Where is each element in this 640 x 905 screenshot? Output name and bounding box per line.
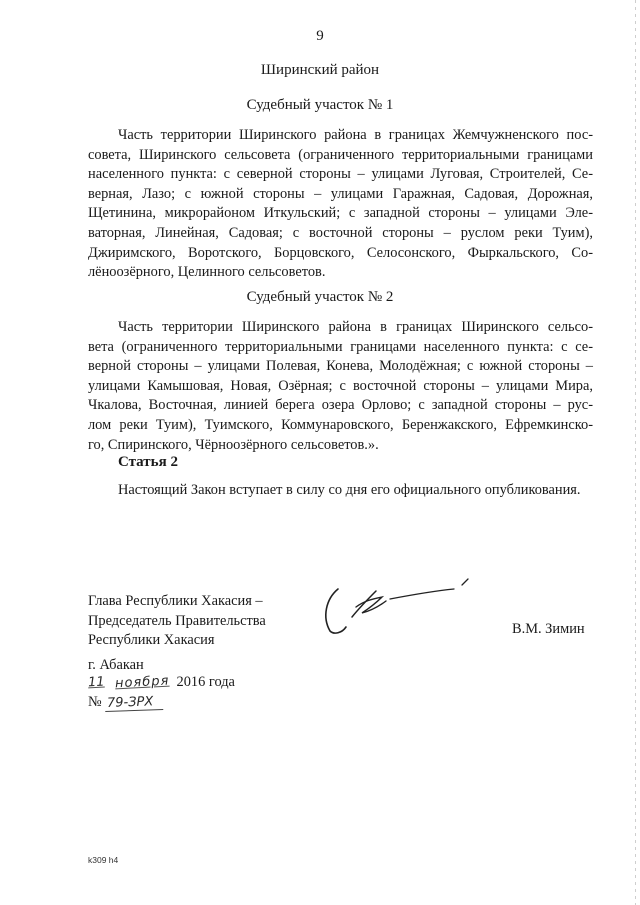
text-line: лом реки Туим), Туимского, Коммунаровского, Беренжакского, Ефремкинско- <box>88 416 593 433</box>
signing-date <box>88 674 235 696</box>
text-line: го, Спиринского, Чёрноозёрного сельсоветов.». <box>88 436 379 453</box>
text-line: улицами Камышовая, Новая, Озёрная; с восточной стороны – улицами Мира, <box>88 377 593 394</box>
footer-code: k309 h4 <box>88 855 119 865</box>
date-year: 2016 года <box>176 674 235 690</box>
number-value-handwritten: 79-ЗРХ <box>105 694 164 712</box>
section-heading-2: Судебный участок № 2 <box>246 289 394 305</box>
text-line: Джиримского, Воротского, Борцовского, Селосонского, Фыркальского, Со- <box>88 244 593 261</box>
text-line: Часть территории Ширинского района в границах Жемчужненского пос- <box>118 127 593 143</box>
position-line: Глава Республики Хакасия – <box>88 593 263 609</box>
article-text: Настоящий Закон вступает в силу со дня его официального опубликования. <box>118 482 581 498</box>
law-number <box>88 694 164 711</box>
text-line: ваторная, Линейная, Садовая; с восточной стороны – руслом реки Туим), <box>88 224 593 241</box>
article-title: Статья 2 <box>118 454 178 470</box>
position-line: Республики Хакасия <box>88 632 215 648</box>
place-of-signing: г. Абакан <box>88 657 144 673</box>
section-heading-1: Судебный участок № 1 <box>246 97 394 113</box>
text-line: Чкалова, Восточная, линией берега озера Орлово; с западной стороны – рус- <box>88 397 593 414</box>
signatory-name: В.М. Зимин <box>512 621 585 637</box>
number-prefix: № <box>88 694 102 710</box>
scan-edge-artifact <box>635 0 636 905</box>
district-title: Ширинский район <box>260 62 380 78</box>
section-text-1 <box>88 126 593 283</box>
text-line: Щетинина, микрорайоном Иткульский; с западной стороны – улицами Эле- <box>88 205 593 222</box>
text-line: верной стороны – улицами Полевая, Конева, Молодёжная; с южной стороны – <box>88 358 593 375</box>
text-line: верная, Лазо; с южной стороны – улицами Гаражная, Садовая, Дорожная, <box>88 185 593 202</box>
position-line: Председатель Правительства <box>88 612 266 629</box>
text-line: совета, Ширинского сельсовета (ограниченного территориальными границами <box>88 146 593 163</box>
signatory-position <box>88 592 266 651</box>
text-line: вета (ограниченного территориальными границами населенного пункта: с се- <box>88 338 593 355</box>
text-line: лёноозёрного, Целинного сельсоветов. <box>88 264 326 281</box>
date-day-handwritten: 11 <box>87 674 105 691</box>
text-line: населенного пункта: с северной стороны – улицами Луговая, Строителей, Се- <box>88 166 593 183</box>
text-line: Часть территории Ширинского района в границах Ширинского сельсо- <box>118 319 593 335</box>
section-text-2 <box>88 318 593 455</box>
handwritten-signature <box>316 577 476 639</box>
page-number: 9 <box>316 28 324 44</box>
date-month-handwritten: ноября <box>114 673 170 692</box>
